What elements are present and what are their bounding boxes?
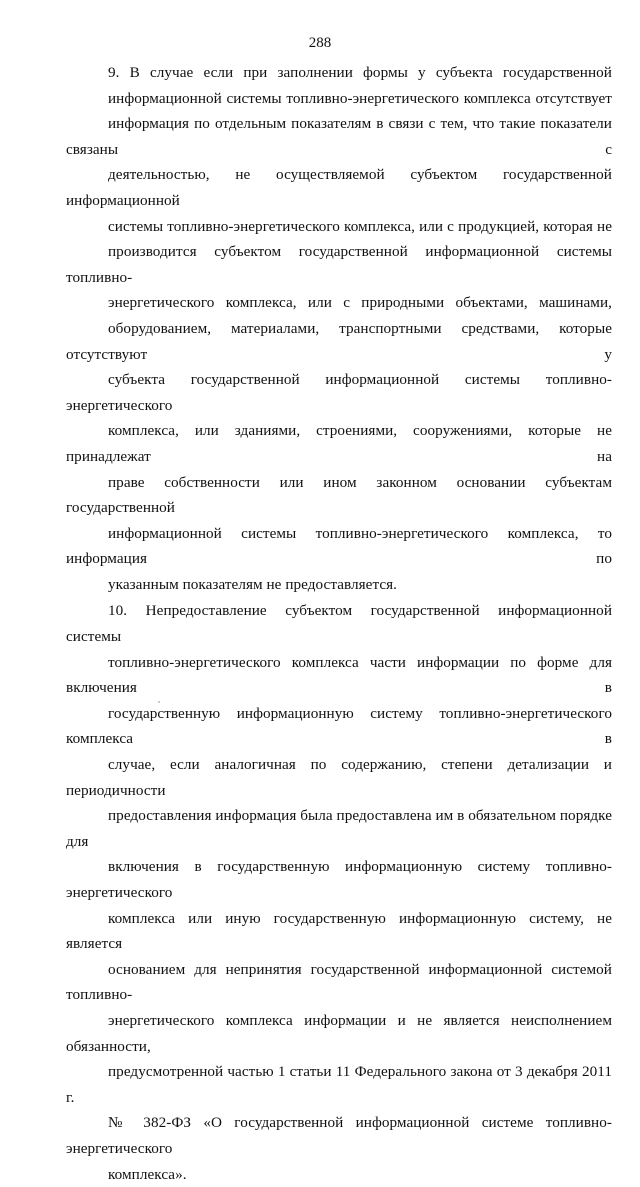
paragraph-9 — [66, 60, 612, 597]
document-body — [66, 60, 612, 1187]
paragraph-10 — [66, 598, 612, 1187]
paragraph-line: субъекта государственной информационной системы топливно-энергетического — [66, 371, 612, 414]
paragraph-line: энергетического комплекса информации и не является неисполнением обязанности, — [66, 1011, 612, 1055]
paragraph-line: энергетического комплекса, или с природными объектами, машинами, — [108, 294, 612, 312]
paragraph-line: праве собственности или ином законном основании субъектам государственной — [66, 473, 612, 517]
scan-speck — [158, 701, 160, 703]
paragraph-line: оборудованием, материалами, транспортными средствами, которые отсутствуют у — [66, 319, 612, 363]
paragraph-line: деятельностью, не осуществляемой субъектом государственной информационной — [66, 166, 612, 209]
paragraph-line: комплекса». — [108, 1165, 187, 1183]
page-number: 288 — [308, 35, 332, 51]
paragraph-line: включения в государственную информационную систему топливно-энергетического — [66, 858, 612, 901]
paragraph-line: системы топливно-энергетического комплекса, или с продукцией, которая не — [108, 217, 612, 235]
paragraph-line: производится субъектом государственной информационной системы топливно- — [66, 243, 612, 286]
paragraph-line: № 382-ФЗ «О государственной информационной системе топливно-энергетического — [66, 1114, 612, 1157]
paragraph-line: случае, если аналогичная по содержанию, степени детализации и периодичности — [66, 756, 612, 799]
paragraph-line: 10. Непредоставление субъектом государственной информационной системы — [66, 602, 612, 646]
paragraph-line: предоставления информация была предоставлена им в обязательном порядке для — [66, 807, 612, 850]
paragraph-line: государственную информационную систему топливно-энергетического комплекса в — [66, 704, 612, 748]
paragraph-line: информация по отдельным показателям в связи с тем, что такие показатели связаны с — [66, 115, 612, 158]
paragraph-line: 9. В случае если при заполнении формы у субъекта государственной — [108, 64, 612, 81]
paragraph-line: топливно-энергетического комплекса части информации по форме для включения в — [66, 653, 612, 697]
paragraph-line: основанием для непринятия государственной информационной системой топливно- — [66, 960, 612, 1004]
paragraph-line: информационной системы топливно-энергетического комплекса, то информация по — [66, 524, 612, 568]
paragraph-line: комплекса, или зданиями, строениями, сооружениями, которые не принадлежат на — [66, 422, 612, 465]
paragraph-line: информационной системы топливно-энергетического комплекса отсутствует — [108, 89, 612, 107]
paragraph-line: указанным показателям не предоставляется. — [108, 575, 398, 593]
paragraph-line: комплекса или иную государственную информационную систему, не является — [66, 909, 612, 953]
paragraph-line: предусмотренной частью 1 статьи 11 Федерального закона от 3 декабря 2011 г. — [66, 1063, 612, 1106]
